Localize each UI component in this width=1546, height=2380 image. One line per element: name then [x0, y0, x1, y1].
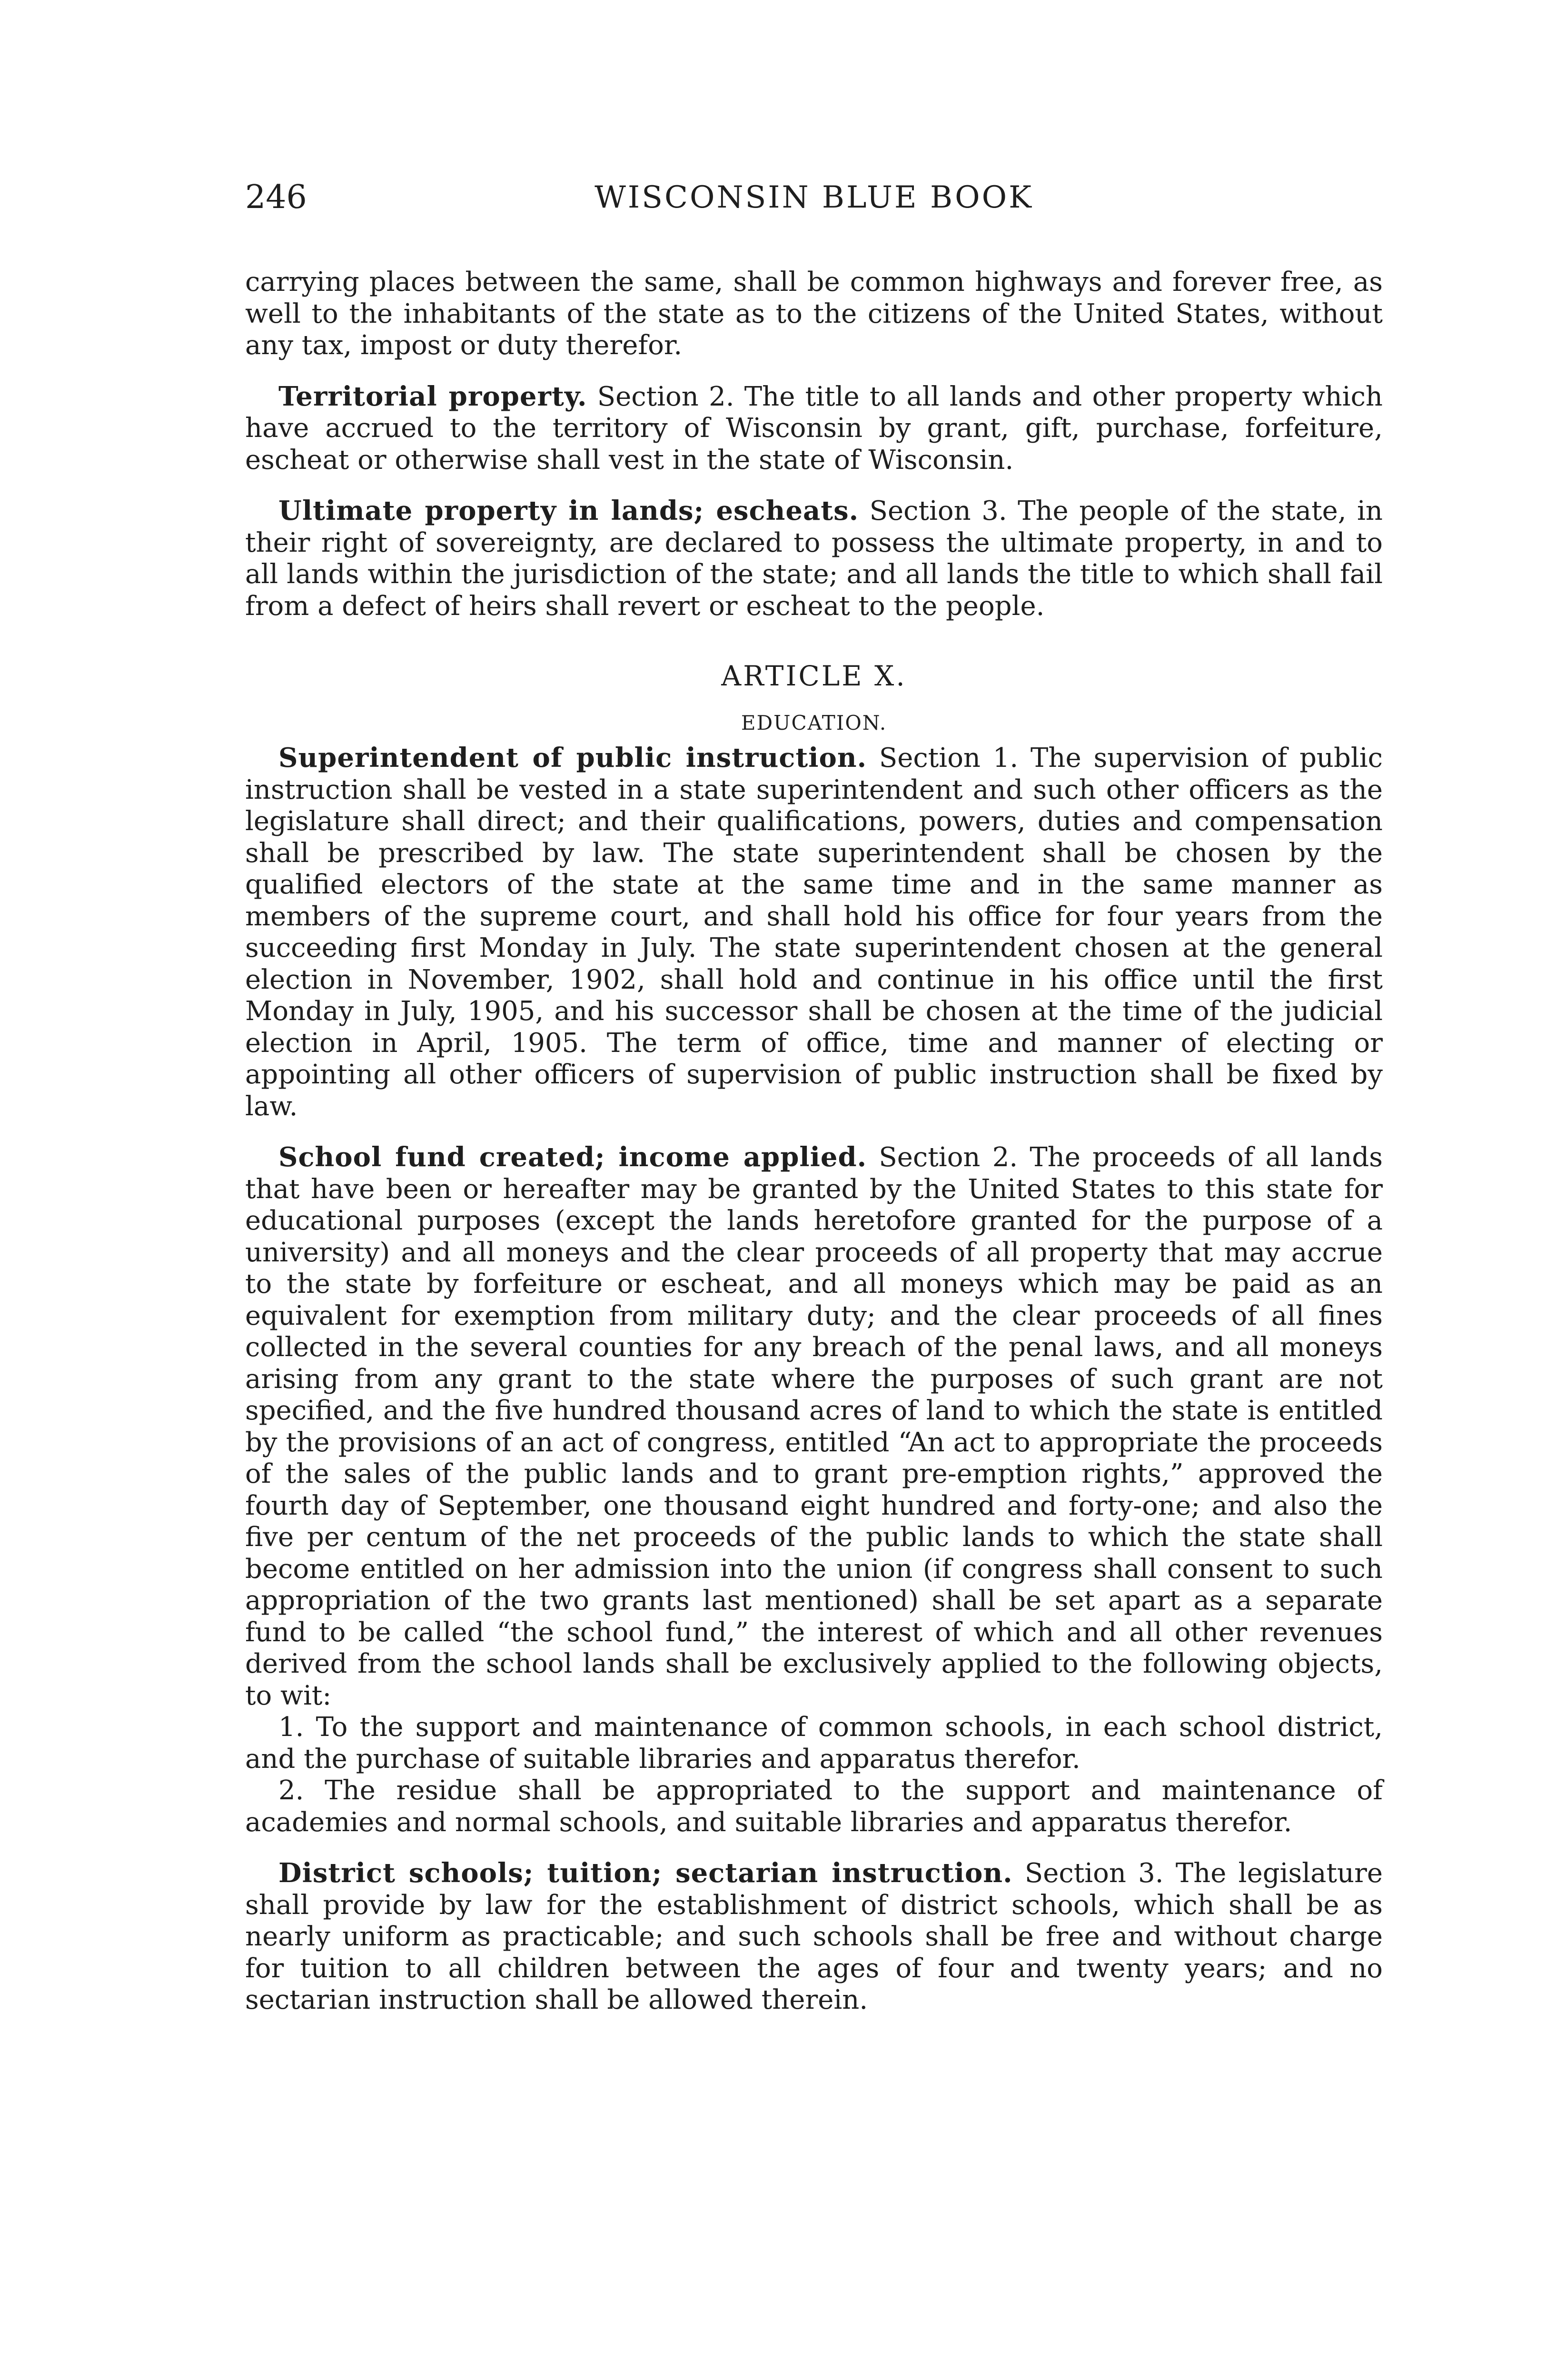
section-text: Section 2. The proceeds of all lands that have been or hereafter may be granted by the United States to this state for educational purposes (except the lands heretofore granted for the purpose of a university) and all moneys and the clear proceeds of all property that may accrue to the state by forfeiture or escheat, and all moneys which may be paid as an equivalent for exemption from military duty; and the clear proceeds of all fines collected in the several counties for any breach of the penal laws, and all moneys arising from any grant to the state where the purposes of such grant are not specified, and the five hundred thousand acres of land to which the state is entitled by the provisions of an act of congress, entitled “An act to appropriate the proceeds of the sales of the public lands and to grant pre-emption rights,” approved the fourth day of September, one thousand eight hundred and forty-one; and also the five per centum of the net proceeds of the public lands to which the state shall become entitled on her admission into the union (if congress shall consent to such appropriation of the two grants last mentioned) shall be set apart as a separate fund to be called “the school fund,” the interest of which and all other revenues derived from the school lands shall be exclusively applied to the following objects, to wit: — [245, 1142, 1383, 1711]
section-text: Section 3. The legislature shall provide by law for the establishment of district schools, which shall be as nearly uniform as practicable; and such schools shall be free and without charge for tuition to all children between the ages of four and twenty years; and no sectarian instruction shall be allowed therein. — [245, 1858, 1383, 2015]
section-district-schools — [245, 1857, 1383, 2016]
section-caption: Territorial property. — [278, 380, 587, 412]
page-header — [245, 176, 1383, 219]
section-superintendent — [245, 742, 1383, 1122]
article-subheading: EDUCATION. — [741, 711, 887, 734]
section-territorial-property — [245, 381, 1383, 476]
section-caption: Superintendent of public instruction. — [278, 742, 867, 774]
article-heading: ARTICLE X. — [721, 660, 907, 692]
section-caption: School fund created; income applied. — [278, 1141, 867, 1173]
running-title: WISCONSIN BLUE BOOK — [595, 180, 1033, 215]
section-text: Section 1. The supervision of public instruction shall be vested in a state superintendent and such other officers as the legislature shall direct; and their qualifications, powers, duties and compensation shall be prescribed by law. The state superintendent shall be chosen by the qualified electors of the state at the same time and in the same manner as members of the supreme court, and shall hold his office for four years from the succeeding first Monday in July. The state superintendent chosen at the general election in November, 1902, shall hold and continue in his office until the first Monday in July, 1905, and his successor shall be chosen at the time of the judicial election in April, 1905. The term of office, time and manner of electing or appointing all other officers of supervision of public instruction shall be fixed by law. — [245, 743, 1383, 1122]
section-school-fund — [245, 1141, 1383, 1712]
section-caption: District schools; tuition; sectarian instruction. — [278, 1857, 1013, 1889]
list-item: 2. The residue shall be appropriated to the support and maintenance of academies and normal schools, and suitable libraries and apparatus therefor. — [245, 1775, 1383, 1838]
list-item: 1. To the support and maintenance of common schools, in each school district, and the purchase of suitable libraries and apparatus therefor. — [245, 1712, 1383, 1775]
continued-paragraph: carrying places between the same, shall be common highways and forever free, as well to the inhabitants of the state as to the citizens of the United States, without any tax, impost or duty therefor. — [245, 267, 1383, 361]
page-body — [245, 267, 1383, 2016]
section-text: Section 3. The people of the state, in their right of sovereignty, are declared to possess the ultimate property, in and to all lands within the jurisdiction of the state; and all lands the title to which shall fail from a defect of heirs shall revert or escheat to the people. — [245, 496, 1383, 622]
section-caption: Ultimate property in lands; escheats. — [278, 495, 859, 526]
section-text: Section 2. The title to all lands and other property which have accrued to the territory of Wisconsin by grant, gift, purchase, forfeiture, escheat or otherwise shall vest in the state of Wisconsin. — [245, 381, 1383, 476]
page-number: 246 — [245, 178, 307, 216]
section-ultimate-property — [245, 495, 1383, 622]
